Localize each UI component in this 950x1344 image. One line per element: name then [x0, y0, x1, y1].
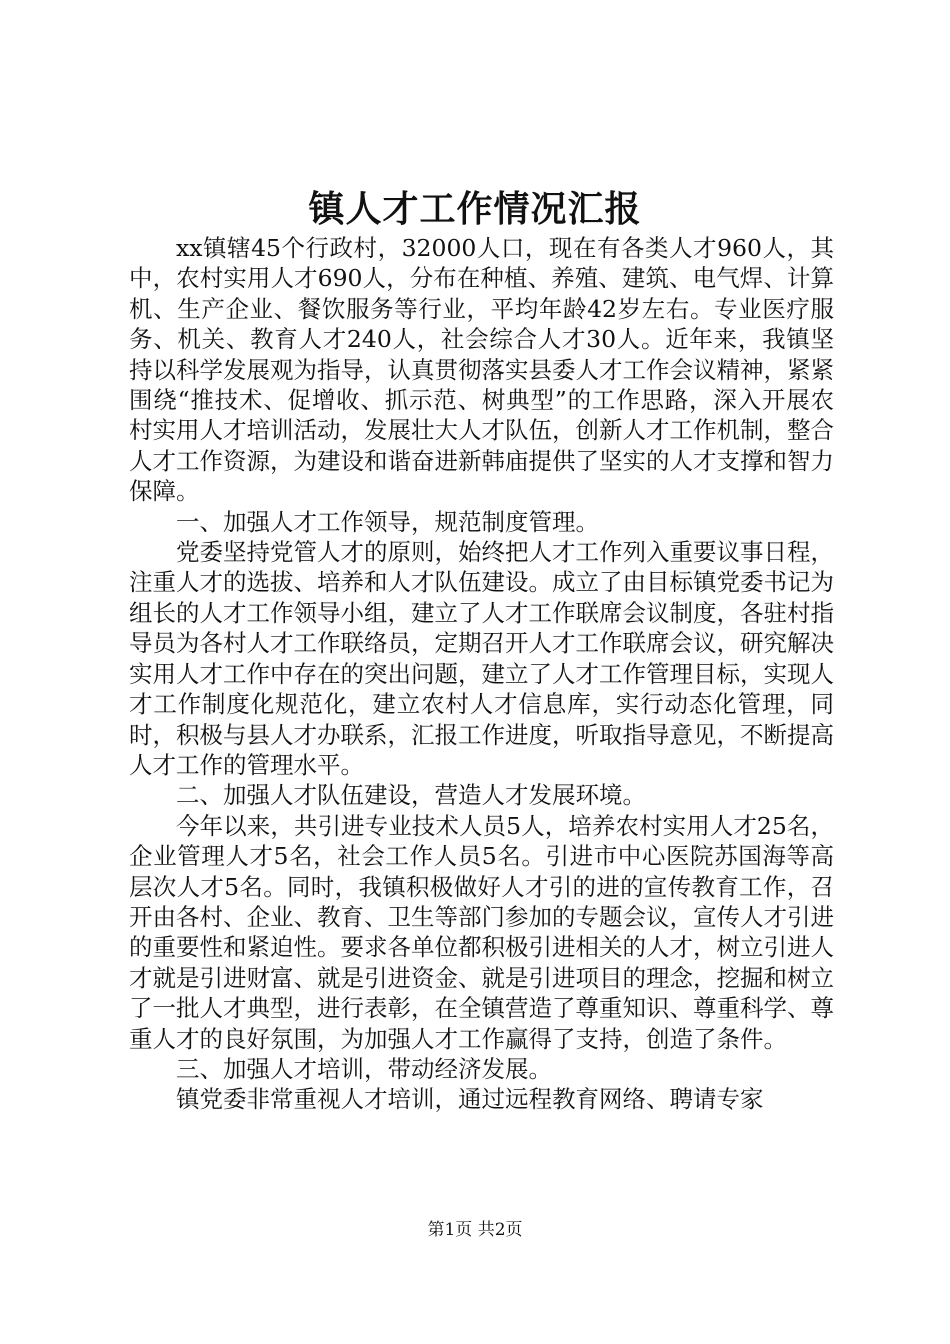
section-heading-2: 二、加强人才队伍建设，营造人才发展环境。: [176, 781, 646, 810]
paragraph-section-1: 党委坚持党管人才的原则，始终把人才工作列入重要议事日程，注重人才的选拔、培养和人才队伍建设。成立了由目标镇党委书记为组长的人才工作领导小组，建立了人才工作联席会议制度，各驻村指导员为各村人才工作联络员，定期召开人才工作联席会议，研究解决实用人才工作中存在的突出问题，建立了人才工作管理目标，实现人才工作制度化规范化，建立农村人才信息库，实行动态化管理，同时，积极与县人才办联系，汇报工作进度，听取指导意见，不断提高人才工作的管理水平。: [129, 538, 834, 779]
paragraph-section-3: 镇党委非常重视人才培训，通过远程教育网络、聘请专家: [176, 1085, 764, 1114]
section-heading-1: 一、加强人才工作领导，规范制度管理。: [176, 507, 599, 536]
document-body: [129, 233, 834, 1115]
page-footer: 第1页 共2页: [427, 1220, 523, 1240]
document-title: 镇人才工作情况汇报: [308, 188, 642, 230]
section-heading-3: 三、加强人才培训，带动经济发展。: [176, 1054, 552, 1083]
paragraph-section-2: 今年以来，共引进专业技术人员5人，培养农村实用人才25名，企业管理人才5名，社会工作人员5名。引进市中心医院苏国海等高层次人才5名。同时，我镇积极做好人才引的进的宣传教育工作，召开由各村、企业、教育、卫生等部门参加的专题会议，宣传人才引进的重要性和紧迫性。要求各单位都积极引进相关的人才，树立引进人才就是引进财富、就是引进资金、就是引进项目的理念，挖掘和树立了一批人才典型，进行表彰，在全镇营造了尊重知识、尊重科学、尊重人才的良好氛围，为加强人才工作赢得了支持，创造了条件。: [129, 811, 834, 1053]
paragraph-intro: xx镇辖45个行政村，32000人口，现在有各类人才960人，其中，农村实用人才690人，分布在种植、养殖、建筑、电气焊、计算机、生产企业、餐饮服务等行业，平均年龄42岁左右。专业医疗服务、机关、教育人才240人，社会综合人才30人。近年来，我镇坚持以科学发展观为指导，认真贯彻落实县委人才工作会议精神，紧紧围绕“推技术、促增收、抓示范、树典型”的工作思路，深入开展农村实用人才培训活动，发展壮大人才队伍，创新人才工作机制，整合人才工作资源，为建设和谐奋进新韩庙提供了坚实的人才支撑和智力保障。: [129, 234, 834, 506]
